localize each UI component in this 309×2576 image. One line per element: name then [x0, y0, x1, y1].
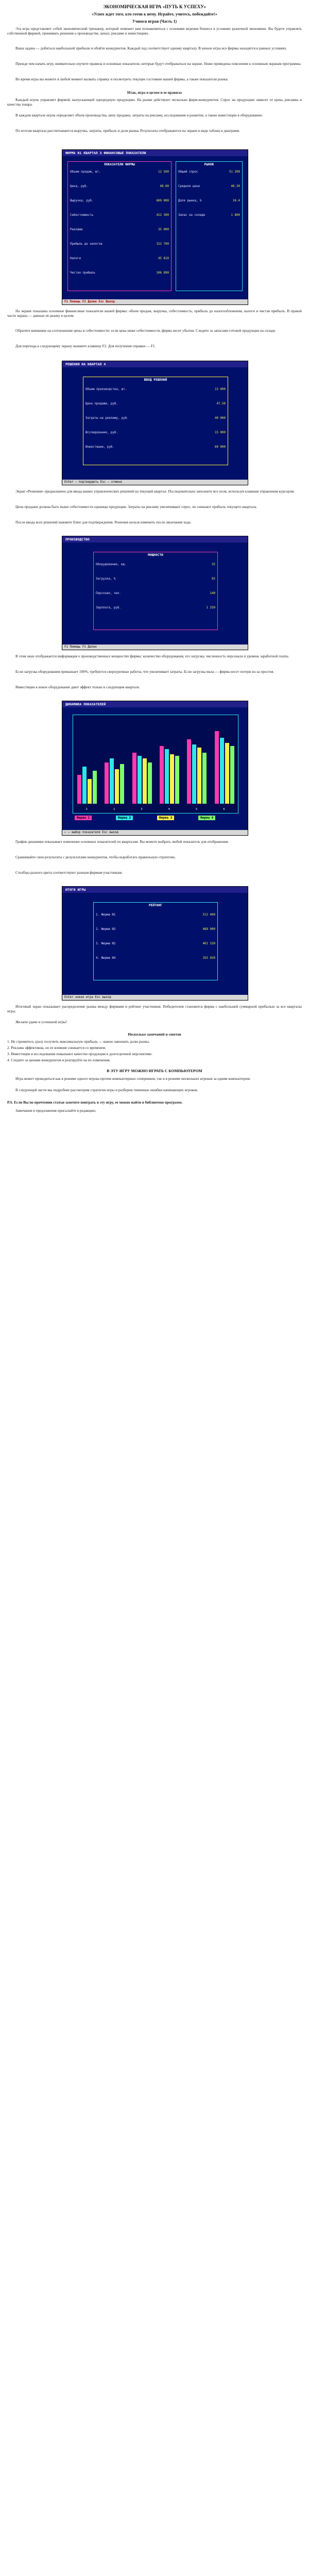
row-label: 4. Фирма N4 — [96, 957, 116, 960]
row-value: 40 000 — [215, 417, 226, 420]
chart-bar — [215, 731, 219, 804]
row-label: Зарплата, руб. — [96, 606, 121, 609]
data-row — [96, 927, 215, 931]
screen3-paragraph-1: В этом окне отображается информация о производственных мощностях фирмы: количество оборудования, его загрузка, численность персонала и уровень заработной платы. — [15, 654, 289, 658]
legend-item: Фирма 1 — [75, 816, 92, 820]
row-label: Себестоимость — [70, 214, 94, 217]
row-label: Доля рынка, % — [178, 199, 202, 202]
function-key-bar: F1 Помощь F2 Далее — [62, 645, 248, 650]
chart-bar — [197, 748, 201, 804]
chart-bar — [105, 762, 109, 804]
row-label: 3. Фирма N2 — [96, 942, 116, 945]
row-label: 2. Фирма N3 — [96, 928, 116, 931]
data-row — [70, 199, 169, 203]
chart-bar — [77, 775, 81, 804]
article-title: ЭКОНОМИЧЕСКАЯ ИГРА «ПУТЬ К УСПЕХУ» — [103, 4, 206, 9]
row-label: Налоги — [70, 257, 81, 260]
data-row — [178, 199, 240, 203]
screenshot-financials — [62, 149, 248, 305]
chart-bar — [93, 771, 97, 804]
intro-paragraph-2: Ваша задача — добиться наибольшей прибыли и обойти конкурентов. Каждый ход соответствует одному кварталу. В начале игры все фирмы находятся в равных условиях. — [15, 46, 287, 50]
chart-bar — [202, 753, 207, 804]
panel-capacity — [93, 552, 218, 630]
chart-bar — [175, 756, 179, 804]
intro-paragraph-4: Во время игры вы можете в любой момент вызвать справку и посмотреть текущее состояние вашей фирмы, а также показатели рынка. — [15, 77, 229, 81]
screenshot-dynamics-chart — [62, 701, 248, 836]
chart-bar — [220, 738, 224, 804]
screen1-paragraph-3: Для перехода к следующему экрану нажмите клавишу F2. Для получения справки — F1. — [15, 344, 156, 348]
note-1: 1. Не стремитесь сразу получить максимальную прибыль — важно завоевать долю рынка. — [7, 1040, 150, 1044]
panel-title: РЕЙТИНГ — [148, 904, 163, 907]
chart-bar — [88, 779, 92, 804]
note-3: 3. Инвестиции в исследования повышают качество продукции в долгосрочной перспективе. — [7, 1052, 152, 1056]
article-subtitle: «Успех ждет того, кто готов к нему. Играйте, учитесь, побеждайте!» — [92, 12, 217, 16]
chart-bar — [120, 764, 124, 804]
intro-paragraph-3: Прежде чем начать игру, внимательно изучите правила и основные показатели, которые будут отображаться на экране. Ниже приведены пояснения к основным экранам программы. — [15, 62, 301, 66]
data-row — [85, 445, 226, 449]
data-row — [178, 170, 240, 174]
data-row — [70, 228, 169, 232]
screen4-paragraph-2: Сравнивайте свои результаты с результатами конкурентов, чтобы выработать правильную стратегию. — [15, 855, 176, 859]
screen2-paragraph-1: Экран «Решения» предназначен для ввода ваших управленческих решений на текущий квартал. Последовательно заполните все поля, используя клавиши управления курсором. — [15, 489, 295, 494]
figure-caption: В ЭТУ ИГРУ МОЖНО ИГРАТЬ С КОМПЬЮТЕРОМ — [107, 1069, 202, 1073]
section-notes-heading: Несколько замечаний и советов — [128, 1032, 181, 1037]
rules-paragraph-1: Каждый игрок управляет фирмой, выпускающей однородную продукцию. На рынке действуют несколько фирм-конкурентов. Спрос на продукцию зависит от цены, рекламы и качества товара. — [7, 98, 302, 107]
screen5-paragraph-2: Желаем удачи и успешной игры! — [15, 1020, 67, 1024]
screen5-paragraph-1: Итоговый экран показывает распределение рынка между фирмами и рейтинг участников. Победителем становится фирма с наибольшей суммарной прибылью за все кварталы игры. — [7, 1005, 302, 1014]
row-value: 152 700 — [156, 243, 169, 246]
function-key-bar: Enter новая игра Esc выход — [62, 995, 248, 1000]
legend-item: Фирма 3 — [157, 816, 174, 820]
panel-title: РЫНОК — [204, 163, 214, 166]
screen3-paragraph-2: Если загрузка оборудования превышает 100%, требуются сверхурочные работы, что увеличивает затраты. Если загрузка мала — фирма несет потери из-за простоя. — [15, 670, 274, 674]
row-value: 25 — [212, 563, 215, 566]
row-label: Загрузка, % — [96, 578, 116, 581]
row-label: Исследования, руб. — [85, 431, 118, 434]
row-value: 13 000 — [215, 388, 226, 391]
data-row — [178, 184, 240, 189]
screen-title: РЕШЕНИЯ НА КВАРТАЛ 4 — [62, 361, 248, 367]
row-label: Средняя цена — [178, 185, 200, 188]
data-row — [178, 213, 240, 217]
row-label: Общий спрос — [178, 171, 198, 174]
row-label: Реклама — [70, 228, 83, 231]
row-value: 45 810 — [158, 257, 169, 260]
row-value: 48.00 — [160, 185, 169, 188]
row-value: 47.50 — [216, 402, 226, 405]
screen4-paragraph-1: График динамики показывает изменение основных показателей по кварталам. Вы можете выбрать любой показатель для отображения. — [15, 840, 229, 844]
data-row — [85, 387, 226, 392]
x-tick-label: 4 — [168, 808, 170, 811]
x-tick-label: 1 — [85, 808, 88, 811]
chart-bar — [82, 767, 87, 804]
row-value: 51 200 — [229, 171, 240, 174]
key-esc[interactable]: Esc — [98, 300, 104, 303]
row-value: 401 150 — [202, 942, 215, 945]
postscript: P.S. Если Вы по прочтении статьи захотите поиграть в эту игру, ее можно найти в библиотеке программ. — [7, 1100, 183, 1105]
chart-bar — [165, 749, 169, 804]
row-label: Прибыль до налогов — [70, 243, 102, 246]
data-row — [96, 913, 215, 917]
row-label: Цена продажи, руб. — [85, 402, 118, 405]
row-value: 60 000 — [215, 446, 226, 449]
note-4: 4. Следите за ценами конкурентов и реагируйте на их изменения. — [7, 1058, 111, 1062]
panel-title: МОЩНОСТИ — [148, 553, 163, 557]
data-row — [85, 431, 226, 435]
data-row — [85, 402, 226, 406]
screen4-paragraph-3: Столбцы разного цвета соответствуют разным фирмам-участникам. — [15, 871, 123, 875]
row-value: 24.4 — [233, 199, 240, 202]
row-label: Инвестиции, руб. — [85, 446, 114, 449]
function-key-bar: ← → выбор показателя Esc выход — [62, 830, 248, 835]
chart-bar — [225, 743, 229, 804]
row-label: Объем производства, шт. — [85, 388, 127, 391]
row-label: 1. Фирма N1 — [96, 913, 116, 917]
data-row — [96, 577, 215, 581]
chart-bar — [132, 753, 136, 804]
screen-title: ИТОГИ ИГРЫ — [62, 887, 248, 893]
data-row — [70, 257, 169, 261]
row-value: 35 000 — [158, 228, 169, 231]
row-value: 1 250 — [206, 606, 215, 609]
row-label: Оборудование, ед. — [96, 563, 127, 566]
panel-firm-indicators — [67, 161, 171, 291]
row-value: 15 000 — [215, 431, 226, 434]
screenshot-results — [62, 886, 248, 1001]
row-value: 600 000 — [156, 199, 169, 202]
screen3-paragraph-3: Инвестиции в новое оборудование дают эффект только в следующем квартале. — [15, 685, 140, 689]
row-value: 468 900 — [202, 928, 215, 931]
data-row — [96, 591, 215, 596]
row-value: 355 020 — [202, 957, 215, 960]
screen-title: ПРОИЗВОДСТВО — [62, 536, 248, 543]
row-value: 140 — [210, 592, 215, 595]
row-label: Объем продаж, шт. — [70, 171, 101, 174]
chart-bar — [160, 746, 164, 804]
chart-bar — [110, 758, 114, 804]
chart-plot-area — [73, 715, 238, 814]
key-f1[interactable]: F1 — [64, 300, 68, 303]
x-tick-label: 6 — [223, 808, 225, 811]
row-value: 512 400 — [202, 913, 215, 917]
screen1-paragraph-1: На экране показаны основные финансовые показатели вашей фирмы: объем продаж, выручка, себестоимость, прибыль до налогообложения, налоги и чистая прибыль. В правой части экрана — данные по рынку в целом. — [7, 309, 302, 318]
data-row — [96, 956, 215, 960]
section-rules-heading: Итак, игра в целом и ее правила — [127, 91, 182, 95]
row-label: Чистая прибыль — [70, 272, 95, 275]
legend-item: Фирма 2 — [116, 816, 133, 820]
legend-item: Фирма 4 — [198, 816, 215, 820]
chart-bar — [192, 744, 196, 804]
row-value: 12 500 — [158, 171, 169, 174]
data-row — [70, 242, 169, 246]
data-row — [70, 170, 169, 174]
screenshot-decisions — [62, 361, 248, 485]
final-paragraph-2: В следующей части мы подробнее рассмотрим стратегии игры и разберем типичные ошибки начинающих игроков. — [15, 1088, 198, 1092]
function-key-bar: Enter — подтвердить Esc — отмена — [62, 480, 248, 485]
screen1-paragraph-2: Обратите внимание на соотношение цены и себестоимости: если цена ниже себестоимости, фирма несет убытки. Следите за запасами готовой продукции на складе. — [15, 329, 277, 333]
row-label: Запас на складе — [178, 214, 205, 217]
chart-bar — [148, 762, 152, 804]
intro-paragraph-1: Эта игра представляет собой экономический тренажер, который поможет вам познакомиться с основами ведения бизнеса в условиях рыночной экономики. Вы будете управлять собственной фирмой, принимать решения о производстве, ценах, рекламе и инвестициях. — [7, 27, 302, 36]
rules-paragraph-2: В каждом квартале игрок определяет объем производства, цену продажи, затраты на рекламу, исследования и развитие, а также инвестиции в оборудование. — [15, 113, 263, 117]
final-paragraph-3: Замечания и предложения присылайте в редакцию. — [15, 1109, 96, 1113]
panel-decisions — [83, 377, 228, 465]
chart-bar — [230, 746, 234, 804]
row-value: 1 800 — [231, 214, 240, 217]
screen-title: ФИРМА N1 КВАРТАЛ 3 ФИНАНСОВЫЕ ПОКАЗАТЕЛИ — [62, 150, 248, 156]
row-label: Затраты на рекламу, руб. — [85, 417, 129, 420]
rules-paragraph-3: По итогам квартала рассчитываются выручка, затраты, прибыль и доля рынка. Результаты отображаются на экране в виде таблиц и диаграмм. — [15, 129, 240, 133]
chart-bar — [115, 769, 119, 804]
row-value: 412 300 — [156, 214, 169, 217]
screenshot-production — [62, 536, 248, 650]
x-tick-label: 2 — [113, 808, 115, 811]
article-part: Учимся играя (Часть 1) — [132, 19, 177, 24]
screen2-paragraph-3: После ввода всех решений нажмите Enter для подтверждения. Решения нельзя изменить после окончания хода. — [15, 520, 192, 524]
panel-market — [176, 161, 243, 291]
panel-rating — [93, 902, 218, 980]
final-paragraph-1: Игра может проводиться как в режиме одного игрока против компьютерных соперников, так и в режиме нескольких игроков за одним компьютером. — [15, 1077, 251, 1081]
panel-title: ВВОД РЕШЕНИЙ — [144, 378, 167, 382]
row-value: 92 — [212, 578, 215, 581]
data-row — [70, 213, 169, 217]
screen-title: ДИНАМИКА ПОКАЗАТЕЛЕЙ — [62, 701, 248, 707]
row-value: 46.30 — [231, 185, 240, 188]
x-tick-label: 5 — [196, 808, 198, 811]
data-row — [70, 271, 169, 275]
chart-bar — [187, 739, 191, 804]
row-label: Цена, руб. — [70, 185, 88, 188]
screen2-paragraph-2: Цена продажи должна быть выше себестоимости единицы продукции. Затраты на рекламу увеличивают спрос, но снижают прибыль текущего квартала. — [15, 505, 257, 509]
chart-bar — [170, 754, 174, 804]
data-row — [70, 184, 169, 189]
chart-bar — [138, 756, 142, 804]
data-row — [96, 606, 215, 610]
x-tick-label: 3 — [141, 808, 143, 811]
note-2: 2. Реклама эффективна, но ее влияние снижается со временем. — [7, 1046, 106, 1050]
row-value: 106 890 — [156, 272, 169, 275]
row-label: Персонал, чел. — [96, 592, 121, 595]
data-row — [96, 942, 215, 946]
panel-title: ПОКАЗАТЕЛИ ФИРМЫ — [104, 163, 135, 166]
row-label: Выручка, руб. — [70, 199, 94, 202]
data-row — [96, 563, 215, 567]
key-f2[interactable]: F2 — [82, 300, 86, 303]
function-key-bar: F1 Помощь F2 Далее Esc Выход — [62, 299, 248, 304]
data-row — [85, 416, 226, 420]
chart-bar — [143, 758, 147, 804]
